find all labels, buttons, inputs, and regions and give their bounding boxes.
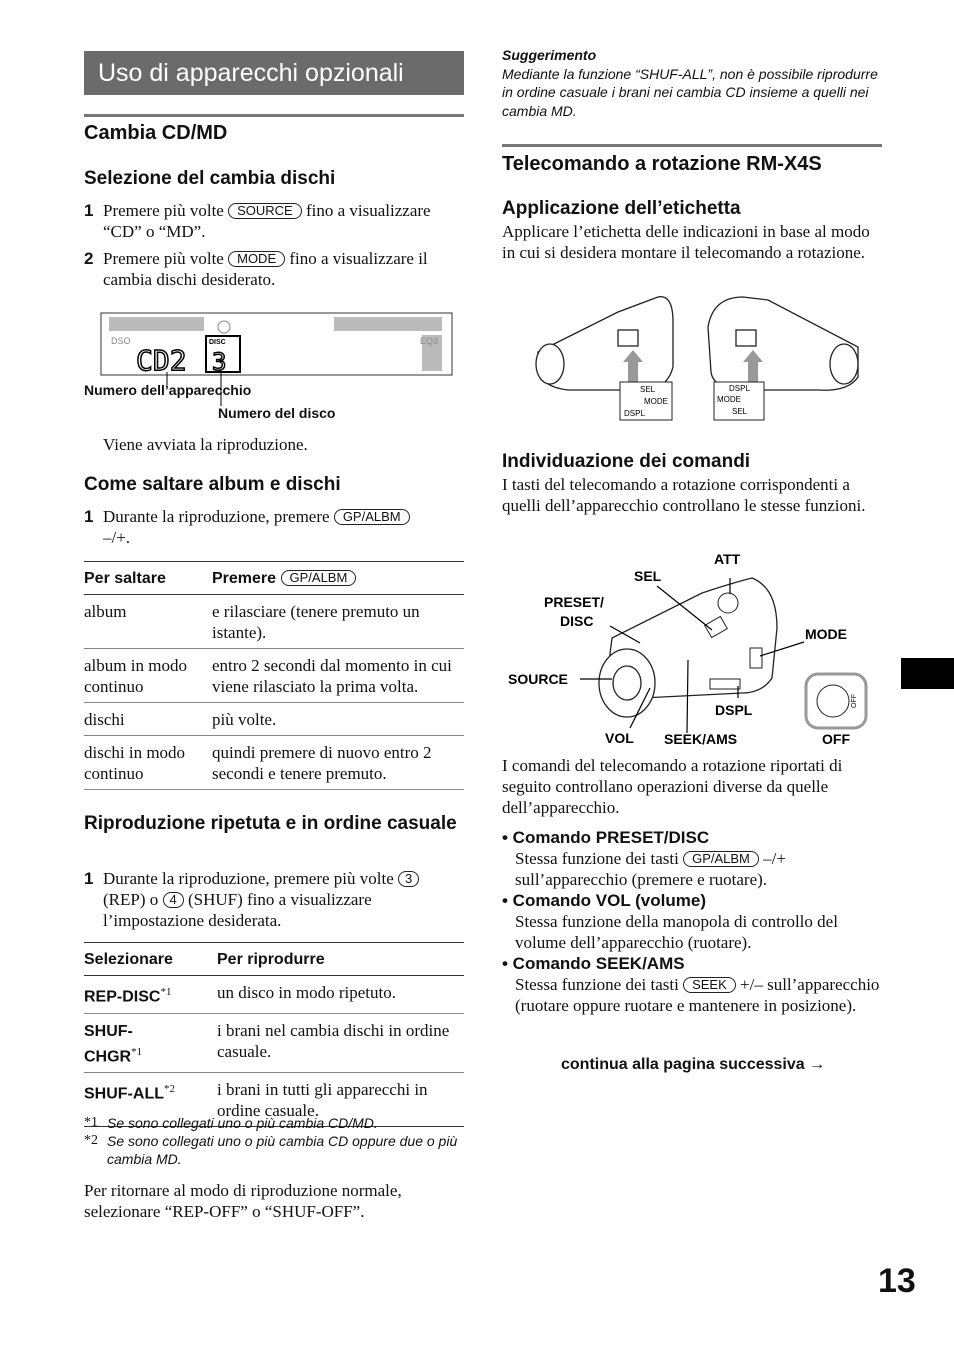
step-text: fino a visualizzare il cambia dischi desiderato.	[103, 249, 428, 289]
bullet-seek-title: • Comando SEEK/AMS	[502, 954, 685, 973]
source-label: SOURCE	[508, 671, 568, 687]
table-row: SHUF-ALL$^{*2}$ i brani in tutti gli apparecchi in ordine casuale.	[84, 1073, 464, 1127]
label1-sel: SEL	[640, 385, 656, 394]
off-small-label: OFF	[851, 694, 858, 708]
key-3: 3	[398, 871, 419, 887]
bullet-preset-title: • Comando PRESET/DISC	[502, 828, 710, 847]
key-4: 4	[163, 892, 184, 908]
return-normal-text: Per ritornare al modo di riproduzione normale, selezionare “REP-OFF” o “SHUF-OFF”.	[84, 1181, 402, 1221]
source-key: SOURCE	[228, 203, 302, 219]
tip-text: Mediante la funzione “SHUF-ALL”, non è possibile riprodurre in ordine casuale i brani nei cambia CD insieme a quelli nei cambia MD.	[502, 65, 878, 119]
sub-title-saltare: Come saltare album e dischi	[84, 474, 341, 495]
sub-title-selezione: Selezione del cambia dischi	[84, 168, 336, 189]
table-row: dischi in modo continuo quindi premere di nuovo entro 2 secondi e tenere premuto.	[84, 736, 464, 790]
step-repeat	[84, 868, 464, 931]
gp-albm-key: GP/ALBM	[683, 851, 759, 867]
th-per-saltare: Per saltare	[84, 570, 166, 587]
label-application-illustration	[528, 292, 868, 422]
tip-box	[502, 46, 882, 120]
th-selezionare: Selezionare	[84, 951, 173, 968]
display-cd2: CD2	[136, 344, 187, 377]
comandi-text-2: I comandi del telecomando a rotazione riportati di seguito controllano operazioni diverse da quelle dell’apparecchio.	[502, 756, 843, 817]
label2-dspl: DSPL	[729, 384, 750, 393]
playback-starts-text: Viene avviata la riproduzione.	[103, 435, 308, 454]
vol-label: VOL	[605, 730, 634, 746]
gp-albm-key: GP/ALBM	[281, 570, 357, 586]
seek-label: SEEK/AMS	[664, 731, 738, 747]
bullet-seek-text: Stessa funzione dei tasti SEEK +/– sull’apparecchio (ruotare oppure ruotare e mantenere in posizione).	[515, 975, 880, 1015]
table-row: album in modo continuo entro 2 secondi dal momento in cui viene rilasciato la prima volta.	[84, 649, 464, 703]
table-row: REP-DISC$^{*1}$ un disco in modo ripetuto.	[84, 976, 464, 1014]
sel-label: SEL	[634, 568, 662, 584]
step-number: 1	[84, 507, 94, 526]
arrow-right-icon: →	[809, 1056, 826, 1073]
etichetta-text: Applicare l’etichetta delle indicazioni in base al modo in cui si desidera montare il telecomando a rotazione.	[502, 222, 870, 262]
section-title-cambia: Cambia CD/MD	[84, 122, 228, 144]
display-disc-label: DISC	[209, 339, 226, 346]
bullet-list	[502, 827, 882, 1016]
gp-albm-key: GP/ALBM	[334, 509, 410, 525]
bullet-preset-text: Stessa funzione dei tasti GP/ALBM –/+ sull’apparecchio (premere e ruotare).	[515, 849, 786, 889]
step-text: Premere più volte	[103, 201, 224, 220]
display-eq: EQ3	[420, 336, 439, 346]
th-premere: Premere GP/ALBM	[212, 562, 464, 595]
comandi-text: I tasti del telecomando a rotazione corrispondenti a quelli dell’apparecchio controllano le stesse funzioni.	[502, 475, 866, 515]
label2-sel: SEL	[732, 407, 748, 416]
sub-title-riproduzione: Riproduzione ripetuta e in ordine casuale	[84, 813, 457, 834]
side-tab-marker	[901, 658, 954, 689]
label1-dspl: DSPL	[624, 409, 645, 418]
label-disc-number: Numero del disco	[218, 405, 336, 421]
section-rule	[502, 144, 882, 147]
step-text: Durante la riproduzione, premere più volte	[103, 869, 394, 888]
step-text: fino a visualizzare “CD” o “MD”.	[103, 201, 431, 241]
preset-label: PRESET/	[544, 594, 604, 610]
table-row: dischi più volte.	[84, 703, 464, 736]
footnotes: *1 Se sono collegati uno o più cambia CD/MD. *2 Se sono collegati uno o più cambia CD oppure due o più cambia MD.	[84, 1115, 458, 1167]
skip-table	[84, 561, 464, 790]
att-label: ATT	[714, 551, 741, 567]
section-rule	[84, 114, 464, 117]
disc-label: DISC	[560, 613, 594, 629]
dspl-label: DSPL	[715, 702, 753, 718]
section-title-telecomando: Telecomando a rotazione RM-X4S	[502, 153, 822, 175]
bullet-vol-title: • Comando VOL (volume)	[502, 891, 706, 910]
page-number: 13	[878, 1262, 916, 1300]
display-disc-num: 3	[212, 348, 227, 376]
repeat-table	[84, 942, 464, 1127]
step-number: 1	[84, 201, 94, 220]
label1-mode: MODE	[644, 397, 668, 406]
mode-key: MODE	[228, 251, 285, 267]
step-text: (SHUF) fino a visualizzare l’impostazione desiderata.	[103, 890, 372, 930]
tip-title: Suggerimento	[502, 47, 597, 63]
bullet-vol-text: Stessa funzione della manopola di controllo del volume dell’apparecchio (ruotare).	[515, 912, 838, 952]
sub-title-comandi: Individuazione dei comandi	[502, 451, 751, 472]
step-mode	[84, 248, 464, 290]
page-banner: Uso di apparecchi opzionali	[84, 51, 464, 95]
step-text: Premere più volte	[103, 249, 224, 268]
step-text: (REP) o	[103, 890, 159, 909]
step-number: 2	[84, 249, 94, 268]
label-unit-number: Numero dell’apparecchio	[84, 382, 252, 398]
display-dso: DSO	[111, 336, 131, 346]
controls-illustration	[502, 548, 882, 753]
off-label: OFF	[822, 731, 850, 747]
step-text: Durante la riproduzione, premere	[103, 507, 330, 526]
mode-label: MODE	[805, 626, 847, 642]
th-per-riprodurre: Per riprodurre	[217, 951, 325, 968]
step-number: 1	[84, 869, 94, 888]
step-text: –/+.	[103, 528, 131, 547]
seek-key: SEEK	[683, 977, 736, 993]
continue-next-page: continua alla pagina successiva →	[561, 1056, 826, 1073]
label2-mode: MODE	[717, 395, 741, 404]
table-row: SHUF-CHGR$^{*1}$ i brani nel cambia dischi in ordine casuale.	[84, 1013, 464, 1073]
step-source	[84, 200, 464, 242]
sub-title-etichetta: Applicazione dell’etichetta	[502, 198, 741, 219]
step-skip	[84, 506, 464, 548]
table-row: album e rilasciare (tenere premuto un istante).	[84, 595, 464, 649]
